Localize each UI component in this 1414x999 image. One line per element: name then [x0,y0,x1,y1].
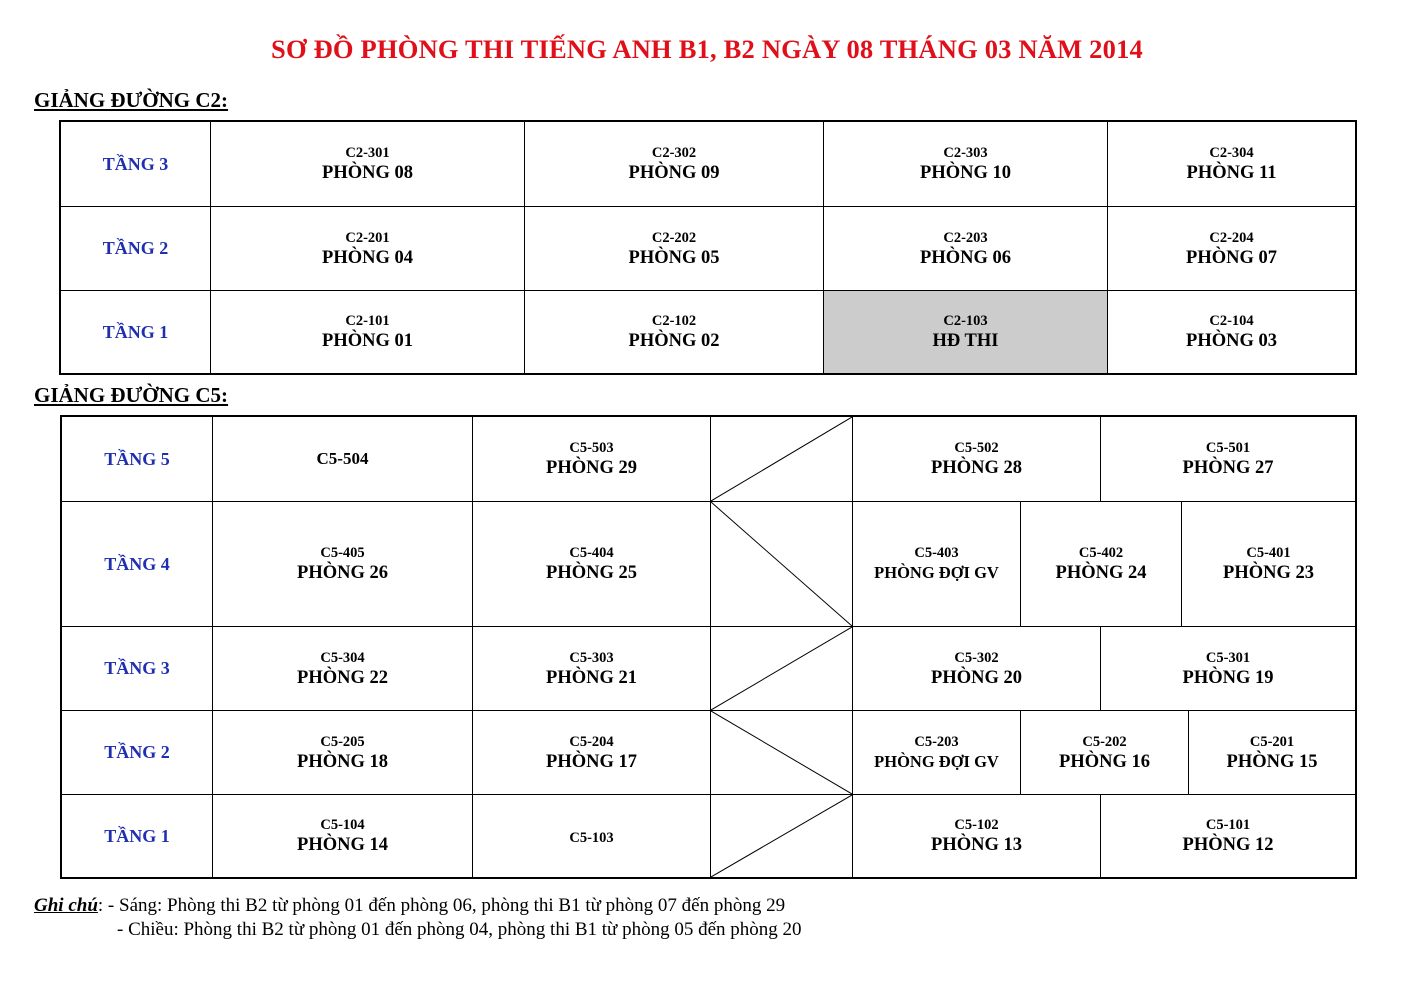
floor-label: TẦNG 3 [104,658,170,678]
room-cell [1107,207,1355,290]
room-cell [212,417,472,501]
room-name: PHÒNG 20 [931,667,1022,688]
room-code: C5-205 [320,733,365,750]
room-code: C5-501 [1205,440,1251,456]
stairwell-diagonal-icon [711,502,852,626]
note-text: : - Sáng: Phòng thi B2 từ phòng 01 đến phòng 06, phòng thi B1 từ phòng 07 đến phòng 29 [97,895,786,916]
c2-floor-row-2 [61,206,1355,290]
room-name: PHÒNG 03 [1186,331,1277,351]
room-code: C5-304 [320,649,365,666]
room-name: PHÒNG 17 [546,751,637,772]
room-code: C5-101 [1205,817,1251,833]
section-heading-c5: GIẢNG ĐƯỜNG C5: [34,383,229,407]
room-name: PHÒNG 13 [931,835,1022,855]
exam-council-room-cell [823,291,1107,373]
room-code: C5-504 [316,449,369,468]
room-name: PHÒNG 18 [297,751,388,772]
room-name: PHÒNG 27 [1182,458,1274,478]
room-cell [210,207,524,290]
room-cell [524,207,823,290]
room-code: C2-203 [943,229,988,246]
room-code: C5-402 [1078,545,1124,561]
c5-floor-plan-table [60,415,1357,879]
room-name: PHÒNG 08 [322,163,413,183]
room-cell [852,711,1020,794]
room-cell [1107,291,1355,373]
room-code: C5-303 [569,649,614,666]
room-cell [823,207,1107,290]
stairwell-diagonal-icon [711,417,852,501]
stairwell-diagonal-icon [711,711,852,794]
room-name: PHÒNG 16 [1059,751,1150,772]
room-cell [852,502,1020,626]
room-name: PHÒNG 28 [931,458,1022,478]
room-name: PHÒNG 24 [1055,563,1147,583]
room-cell [472,795,710,877]
c2-floor-row-3 [61,122,1355,206]
stairwell-diagonal-icon [711,627,852,710]
room-cell [1181,502,1355,626]
room-cell [852,627,1100,710]
room-code: C2-304 [1209,145,1254,161]
room-name: PHÒNG 23 [1223,563,1314,583]
room-cell [1100,417,1355,501]
room-cell [852,417,1100,501]
c5-floor-row-3 [62,626,1355,710]
room-cell [1020,502,1181,626]
room-name: PHÒNG 12 [1182,835,1274,855]
room-cell [212,711,472,794]
note-label: Ghi chú [34,895,98,916]
room-cell [210,291,524,373]
room-name: PHÒNG ĐỢI GV [874,751,999,771]
c5-floor-row-5 [62,417,1355,501]
section-heading-c2: GIẢNG ĐƯỜNG C2: [34,88,229,112]
room-code: C2-301 [345,145,390,161]
room-name: PHÒNG 19 [1182,667,1274,688]
room-cell [212,627,472,710]
room-name: PHÒNG 06 [920,247,1011,268]
c2-floor-plan-table [59,120,1357,375]
room-code: C5-102 [954,817,999,833]
room-cell [1107,122,1355,206]
room-code: C5-503 [569,440,614,456]
room-cell [1100,795,1355,877]
room-code: C5-201 [1249,733,1295,750]
c5-floor-row-4 [62,501,1355,626]
floor-label: TẦNG 4 [104,553,170,574]
room-cell [1020,711,1188,794]
room-name: PHÒNG 10 [920,163,1011,183]
note-text: - Chiều: Phòng thi B2 từ phòng 01 đến phòng 04, phòng thi B1 từ phòng 05 đến phòng 20 [117,919,802,940]
room-name: PHÒNG 05 [628,247,720,268]
room-name: HĐ THI [932,331,999,351]
floor-label: TẦNG 1 [102,321,169,342]
room-cell [524,291,823,373]
room-name: PHÒNG 25 [546,563,637,583]
room-cell [212,795,472,877]
room-cell [1100,627,1355,710]
c5-floor-row-2 [62,710,1355,794]
room-name: PHÒNG 11 [1186,163,1277,183]
room-name: PHÒNG 14 [297,835,388,855]
c5-floor-row-1 [62,794,1355,877]
room-code: C5-401 [1246,545,1291,561]
room-name: PHÒNG 02 [628,331,720,351]
note-line-afternoon [117,919,802,941]
room-cell [823,122,1107,206]
room-name: PHÒNG 22 [297,667,388,688]
room-code: C5-302 [954,649,999,666]
room-code: C5-405 [320,545,365,561]
room-code: C2-101 [345,313,390,329]
c2-floor-row-1 [61,290,1355,373]
room-code: C2-102 [651,313,697,329]
room-code: C5-301 [1205,649,1251,666]
room-code: C5-203 [914,733,959,750]
stairwell-cell [710,417,852,501]
room-name: PHÒNG 04 [322,247,413,268]
room-code: C2-201 [345,229,390,246]
room-code: C5-202 [1082,733,1127,750]
room-code: C2-104 [1209,313,1254,329]
room-cell [472,627,710,710]
room-name: PHÒNG 21 [546,667,637,688]
page-title: SƠ ĐỒ PHÒNG THI TIẾNG ANH B1, B2 NGÀY 08 THÁNG 03 NĂM 2014 [271,34,1143,64]
stairwell-cell [710,502,852,626]
room-cell [1188,711,1355,794]
room-name: PHÒNG 09 [628,163,720,183]
room-cell [210,122,524,206]
room-code: C5-204 [569,733,614,750]
stairwell-diagonal-icon [711,795,852,877]
floor-label: TẦNG 2 [102,238,169,258]
floor-label: TẦNG 5 [104,448,170,469]
room-code: C2-303 [943,145,988,161]
stairwell-cell [710,711,852,794]
room-code: C2-204 [1209,229,1254,246]
room-code: C2-103 [943,313,988,329]
room-cell [212,502,472,626]
room-code: C5-502 [954,440,999,456]
room-code: C5-103 [569,830,614,846]
stairwell-cell [710,795,852,877]
floor-label: TẦNG 3 [102,153,169,174]
room-name: PHÒNG 29 [546,458,637,478]
floor-label: TẦNG 1 [104,825,170,846]
stairwell-cell [710,627,852,710]
room-name: PHÒNG 26 [297,563,388,583]
note-line-morning [34,895,785,917]
room-code: C2-302 [651,145,697,161]
room-cell [472,502,710,626]
room-cell [472,417,710,501]
room-name: PHÒNG ĐỢI GV [874,563,999,582]
room-name: PHÒNG 07 [1186,247,1277,268]
room-code: C5-403 [914,545,959,561]
room-code: C5-104 [320,817,365,833]
room-code: C5-404 [569,545,614,561]
room-cell [852,795,1100,877]
room-code: C2-202 [651,229,697,246]
room-cell [524,122,823,206]
room-name: PHÒNG 01 [322,331,413,351]
room-name: PHÒNG 15 [1226,751,1318,772]
room-cell [472,711,710,794]
floor-label: TẦNG 2 [104,742,170,762]
